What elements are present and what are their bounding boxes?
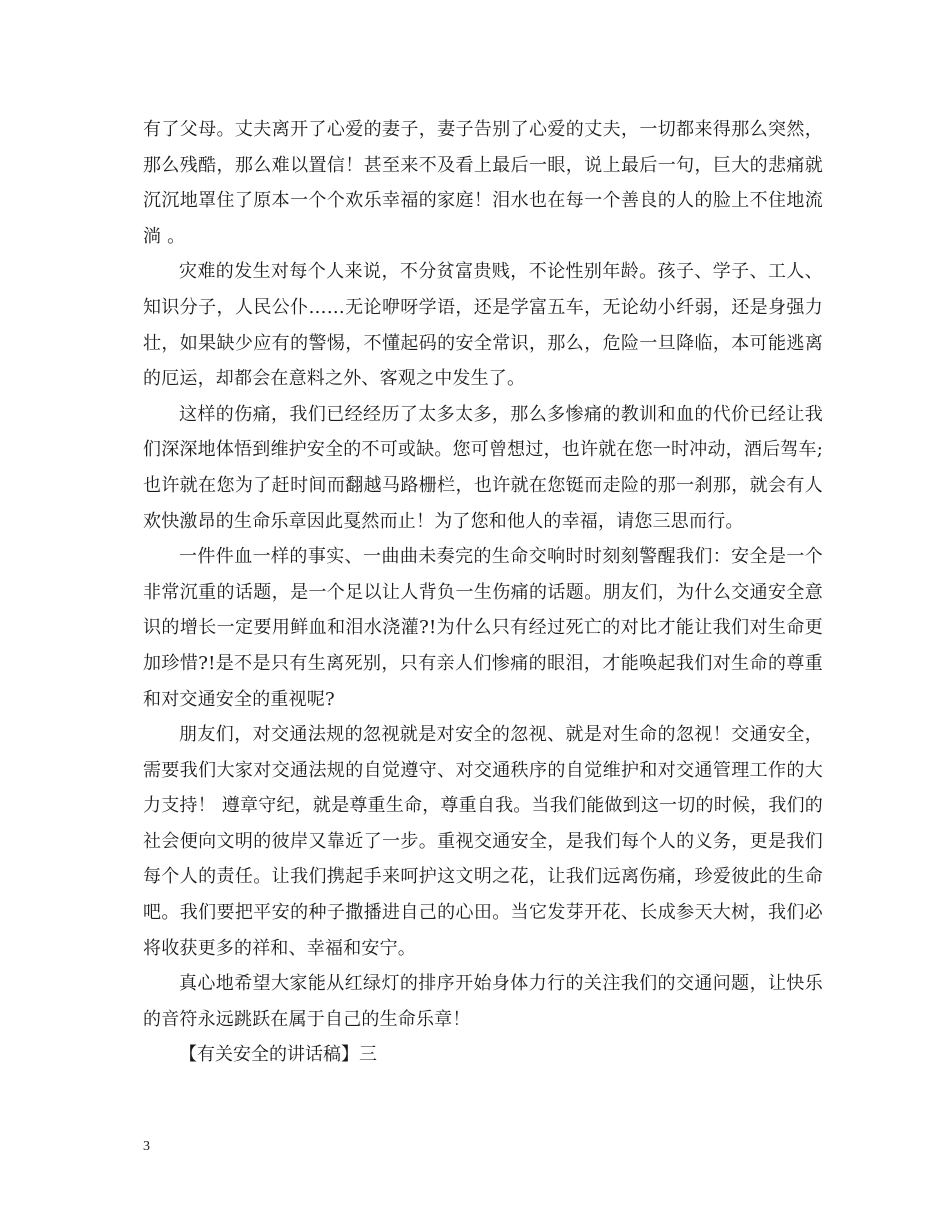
paragraph: 真心地希望大家能从红绿灯的排序开始身体力行的关注我们的交通问题，让快乐的音符永远跳跃在属于自己的生命乐章！ bbox=[143, 973, 823, 1030]
page-number: 3 bbox=[143, 1139, 150, 1154]
paragraph-continued: 有了父母。丈夫离开了心爱的妻子，妻子告别了心爱的丈夫，一切都来得那么突然，那么残酷，那么难以置信！甚至来不及看上最后一眼，说上最后一句，巨大的悲痛就沉沉地罩住了原本一个个欢乐幸福的家庭！泪水也在每一个善良的人的脸上不住地流淌 。 bbox=[143, 119, 823, 247]
section-heading: 【有关安全的讲话稿】三 bbox=[179, 1044, 377, 1066]
document-body bbox=[143, 112, 823, 1073]
paragraph: 灾难的发生对每个人来说，不分贫富贵贱，不论性别年龄。孩子、学子、工人、知识分子，人民公仆……无论咿呀学语，还是学富五车，无论幼小纤弱，还是身强力壮，如果缺少应有的警惕，不懂起码的安全常识，那么，危险一旦降临，本可能逃离的厄运，却都会在意料之外、客观之中发生了。 bbox=[143, 261, 823, 390]
paragraph: 这样的伤痛，我们已经经历了太多太多，那么多惨痛的教训和血的代价已经让我们深深地体悟到维护安全的不可或缺。您可曾想过，也许就在您一时冲动，酒后驾车;也许就在您为了赶时间而翻越马路栅栏，也许就在您铤而走险的那一刹那，就会有人欢快激昂的生命乐章因此戛然而止！为了您和他人的幸福，请您三思而行。 bbox=[143, 403, 823, 532]
paragraph: 一件件血一样的事实、一曲曲未奏完的生命交响时时刻刻警醒我们：安全是一个非常沉重的话题，是一个足以让人背负一生伤痛的话题。朋友们，为什么交通安全意识的增长一定要用鲜血和泪水浇灌?!为什么只有经过死亡的对比才能让我们对生命更加珍惜?!是不是只有生离死别，只有亲人们惨痛的眼泪，才能唤起我们对生命的尊重和对交通安全的重视呢? bbox=[143, 546, 823, 710]
paragraph: 朋友们，对交通法规的忽视就是对安全的忽视、就是对生命的忽视！交通安全，需要我们大家对交通法规的自觉遵守、对交通秩序的自觉维护和对交通管理工作的大力支持！ 遵章守纪，就是尊重生命，尊重自我。当我们能做到这一切的时候，我们的社会便向文明的彼岸又靠近了一步。重视交通安全，是我们每个人的义务，更是我们每个人的责任。让我们携起手来呵护这文明之花，让我们远离伤痛，珍爱彼此的生命吧。我们要把平安的种子撒播进自己的心田。当它发芽开花、长成参天大树，我们必将收获更多的祥和、幸福和安宁。 bbox=[143, 724, 823, 959]
